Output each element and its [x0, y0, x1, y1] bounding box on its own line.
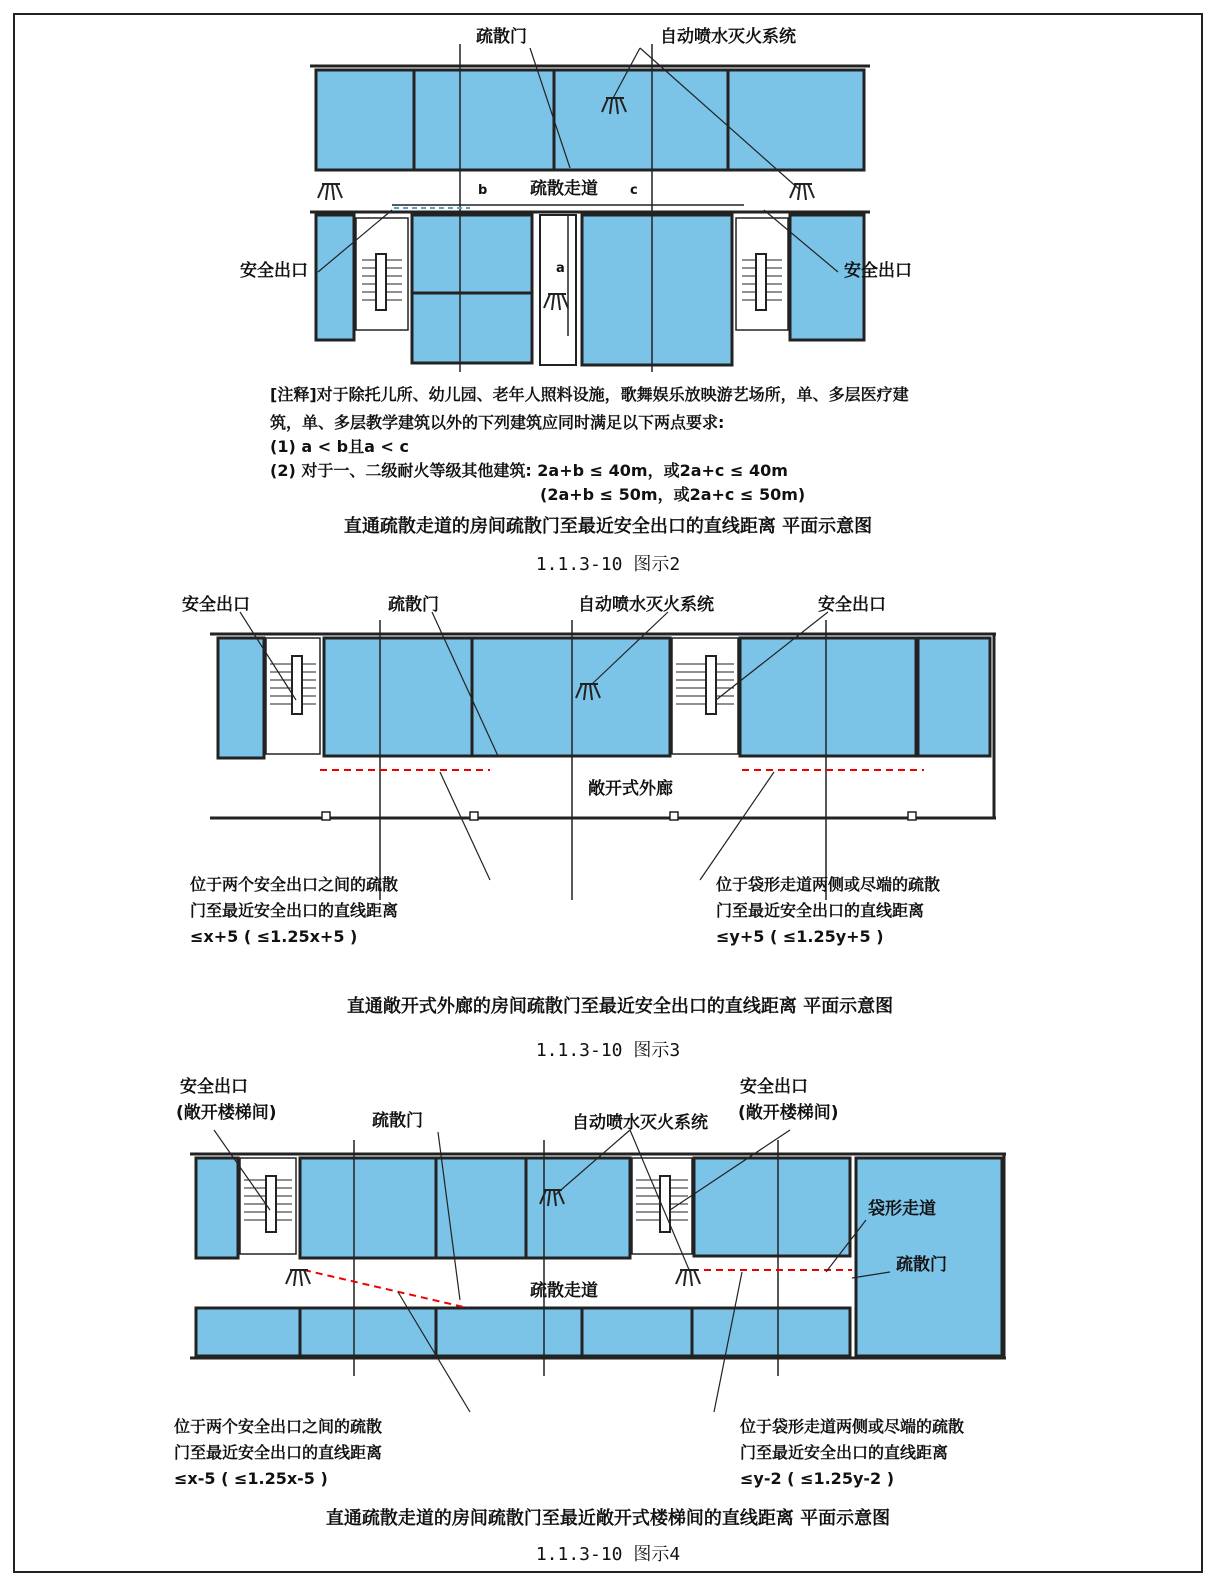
room [316, 70, 414, 170]
figure-4-plan [190, 1130, 1006, 1412]
fig4-exit-right-label-1: 安全出口 [740, 1077, 808, 1097]
figure-2-plan [310, 44, 870, 372]
fig4-right-note-2: 门至最近安全出口的直线距离 [740, 1443, 949, 1462]
room [324, 638, 472, 756]
fig2-figure-number: 1.1.3-10 图示2 [535, 554, 681, 575]
fig2-caption: 直通疏散走道的房间疏散门至最近安全出口的直线距离 平面示意图 [343, 516, 873, 537]
room [582, 1308, 692, 1356]
room [692, 1308, 850, 1356]
fig2-sprinkler-label: 自动喷水灭火系统 [660, 27, 796, 47]
room [694, 1158, 850, 1256]
room [582, 215, 732, 365]
figure-3-plan [210, 612, 996, 900]
fig2-door-label: 疏散门 [476, 27, 527, 47]
fig4-left-note-1: 位于两个安全出口之间的疏散 [174, 1417, 383, 1436]
fig3-left-note-2: 门至最近安全出口的直线距离 [190, 901, 399, 920]
fig3-right-note-2: 门至最近安全出口的直线距离 [716, 901, 925, 920]
room [412, 215, 532, 293]
room [300, 1158, 436, 1258]
fig2-note-line-5: (2a+b ≤ 50m，或2a+c ≤ 50m) [540, 485, 806, 504]
room [436, 1158, 526, 1258]
room [436, 1308, 582, 1356]
fig4-right-note-3: ≤y-2 ( ≤1.25y-2 ) [740, 1469, 895, 1488]
room [412, 293, 532, 363]
fig3-exit-right-label: 安全出口 [818, 595, 886, 615]
room [316, 215, 354, 340]
fig3-door-label: 疏散门 [388, 595, 439, 615]
room [196, 1308, 300, 1356]
fig2-c-label: c [630, 183, 638, 198]
fig4-door-right-label: 疏散门 [896, 1255, 947, 1275]
fig4-door-label: 疏散门 [372, 1111, 423, 1131]
fig4-exit-left-label-1: 安全出口 [180, 1077, 248, 1097]
fig4-dead-end-label: 袋形走道 [868, 1199, 936, 1219]
fig4-sprinkler-label: 自动喷水灭火系统 [572, 1113, 708, 1133]
fig4-left-note-3: ≤x-5 ( ≤1.25x-5 ) [174, 1469, 328, 1488]
room [728, 70, 864, 170]
fig3-figure-number: 1.1.3-10 图示3 [535, 1040, 681, 1061]
fig3-sprinkler-label: 自动喷水灭火系统 [578, 595, 714, 615]
fig4-corridor-label: 疏散走道 [530, 1281, 598, 1301]
fig3-left-note-3: ≤x+5 ( ≤1.25x+5 ) [190, 927, 358, 946]
fig2-a-label: a [556, 261, 565, 276]
fig4-left-note-2: 门至最近安全出口的直线距离 [174, 1443, 383, 1462]
fig3-exit-left-label: 安全出口 [182, 595, 250, 615]
distance-line [304, 1270, 468, 1308]
fig4-caption: 直通疏散走道的房间疏散门至最近敞开式楼梯间的直线距离 平面示意图 [325, 1508, 891, 1529]
room [554, 70, 728, 170]
room [196, 1158, 238, 1258]
fig3-left-note-1: 位于两个安全出口之间的疏散 [190, 875, 399, 894]
fig4-right-note-1: 位于袋形走道两侧或尽端的疏散 [740, 1417, 965, 1436]
room [300, 1308, 436, 1356]
fig2-note-line-1: [注释]对于除托儿所、幼儿园、老年人照料设施，歌舞娱乐放映游艺场所，单、多层医疗建 [270, 385, 909, 404]
fig2-note-line-2: 筑，单、多层教学建筑以外的下列建筑应同时满足以下两点要求: [270, 413, 725, 432]
fig2-note-line-4: (2) 对于一、二级耐火等级其他建筑: 2a+b ≤ 40m，或2a+c ≤ 40m [270, 461, 788, 480]
room [414, 70, 554, 170]
fig3-right-note-3: ≤y+5 ( ≤1.25y+5 ) [716, 927, 884, 946]
fig2-exit-left-label: 安全出口 [240, 261, 308, 281]
fig3-caption: 直通敞开式外廊的房间疏散门至最近安全出口的直线距离 平面示意图 [346, 996, 894, 1017]
fig3-corridor-label: 敞开式外廊 [588, 779, 673, 799]
fig3-right-note-1: 位于袋形走道两侧或尽端的疏散 [716, 875, 941, 894]
room [526, 1158, 630, 1258]
room [918, 638, 990, 756]
fig4-exit-right-label-2: (敞开楼梯间) [738, 1103, 839, 1123]
fig4-exit-left-label-2: (敞开楼梯间) [176, 1103, 277, 1123]
fig2-b-label: b [478, 183, 488, 198]
room [740, 638, 916, 756]
fig2-note-line-3: (1) a < b且a < c [270, 437, 409, 456]
fig2-exit-right-label: 安全出口 [844, 261, 912, 281]
room [472, 638, 670, 756]
room [218, 638, 264, 758]
fig2-corridor-label: 疏散走道 [530, 179, 598, 199]
fig4-figure-number: 1.1.3-10 图示4 [535, 1544, 681, 1565]
